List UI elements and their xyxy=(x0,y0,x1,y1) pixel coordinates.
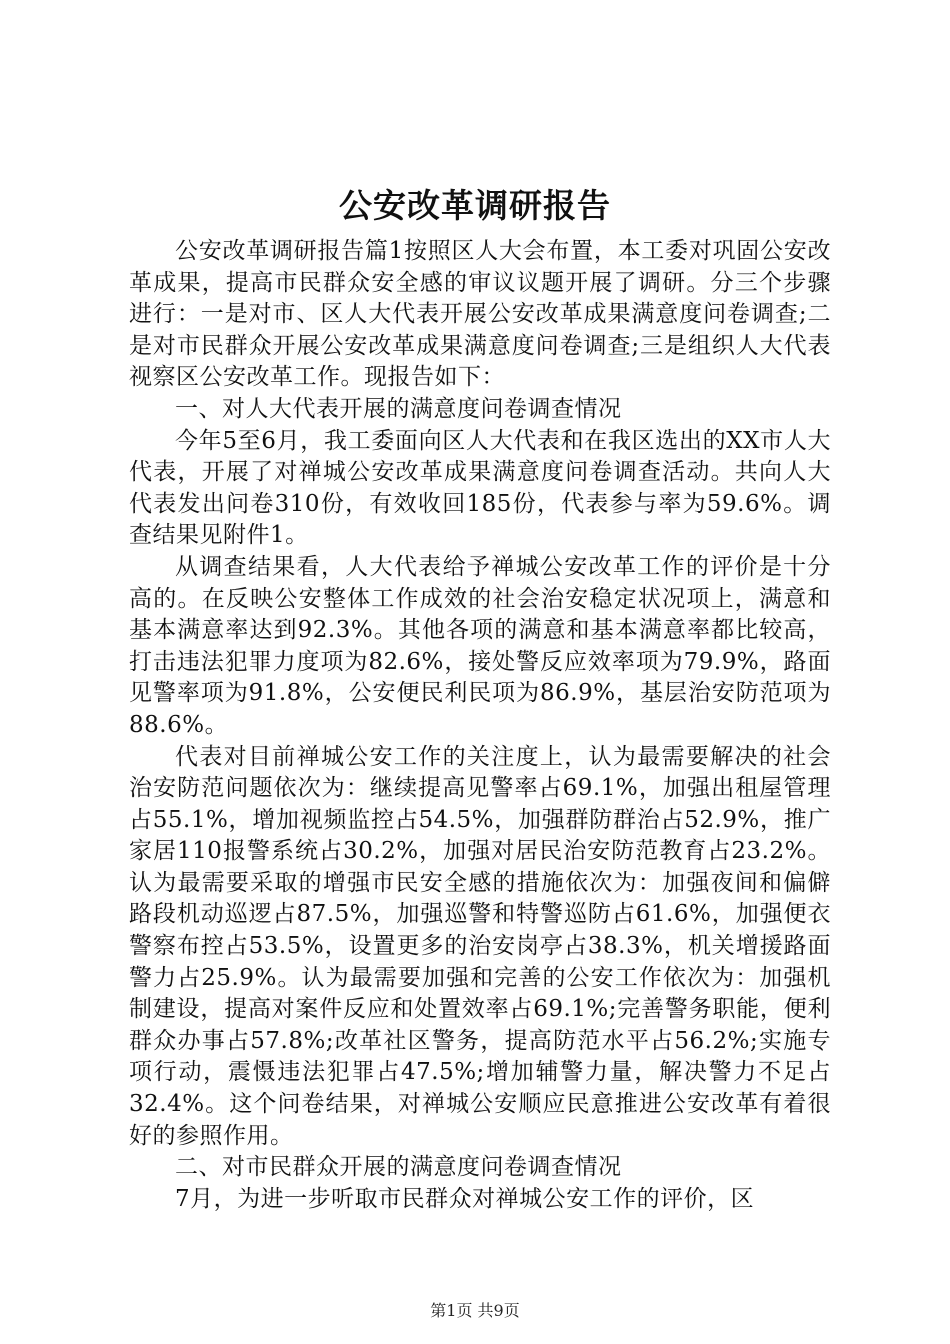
section-heading-1: 一、对人大代表开展的满意度问卷调查情况 xyxy=(175,395,622,422)
page-footer: 第1页 共9页 xyxy=(430,1301,520,1320)
paragraph-intro: 公安改革调研报告篇1按照区人大会布置，本工委对巩固公安改革成果，提高市民群众安全感的审议议题开展了调研。分三个步骤进行：一是对市、区人大代表开展公安改革成果满意度问卷调查;二是对市民群众开展公安改革成果满意度问卷调查;三是组织人大代表视察区公安改革工作。现报告如下： xyxy=(129,238,831,391)
paragraph-concerns: 代表对目前禅城公安工作的关注度上，认为最需要解决的社会治安防范问题依次为：继续提高见警率占69.1%，加强出租屋管理占55.1%，增加视频监控占54.5%，加强群防群治占52.9%，推广家居110报警系统占30.2%，加强对居民治安防范教育占23.2%。认为最需要采取的增强市民安全感的措施依次为：加强夜间和偏僻路段机动巡逻占87.5%，加强巡警和特警巡防占61.6%，加强便衣警察布控占53.5%，设置更多的治安岗亭占38.3%，机关增援路面警力占25.9%。认为最需要加强和完善的公安工作依次为：加强机制建设，提高对案件反应和处置效率占69.1%;完善警务职能，便利群众办事占57.8%;改革社区警务，提高防范水平占56.2%;实施专项行动，震慑违法犯罪占47.5%;增加辅警力量，解决警力不足占32.4%。这个问卷结果，对禅城公安顺应民意推进公安改革有着很好的参照作用。 xyxy=(129,743,831,1149)
paragraph-public-survey: 7月，为进一步听取市民群众对禅城公安工作的评价，区 xyxy=(175,1185,755,1212)
section-heading-2: 二、对市民群众开展的满意度问卷调查情况 xyxy=(175,1154,622,1181)
document-body xyxy=(129,236,831,1215)
paragraph-survey-overview: 今年5至6月，我工委面向区人大代表和在我区选出的XX市人大代表，开展了对禅城公安改革成果满意度问卷调查活动。共向人大代表发出问卷310份，有效收回185份，代表参与率为59.6%。调查结果见附件1。 xyxy=(129,427,831,549)
paragraph-survey-results: 从调查结果看，人大代表给予禅城公安改革工作的评价是十分高的。在反映公安整体工作成效的社会治安稳定状况项上，满意和基本满意率达到92.3%。其他各项的满意和基本满意率都比较高，打击违法犯罪力度项为82.6%，接处警反应效率项为79.9%，路面见警率项为91.8%，公安便民利民项为86.9%，基层治安防范项为88.6%。 xyxy=(129,553,831,738)
document-title: 公安改革调研报告 xyxy=(339,186,611,225)
